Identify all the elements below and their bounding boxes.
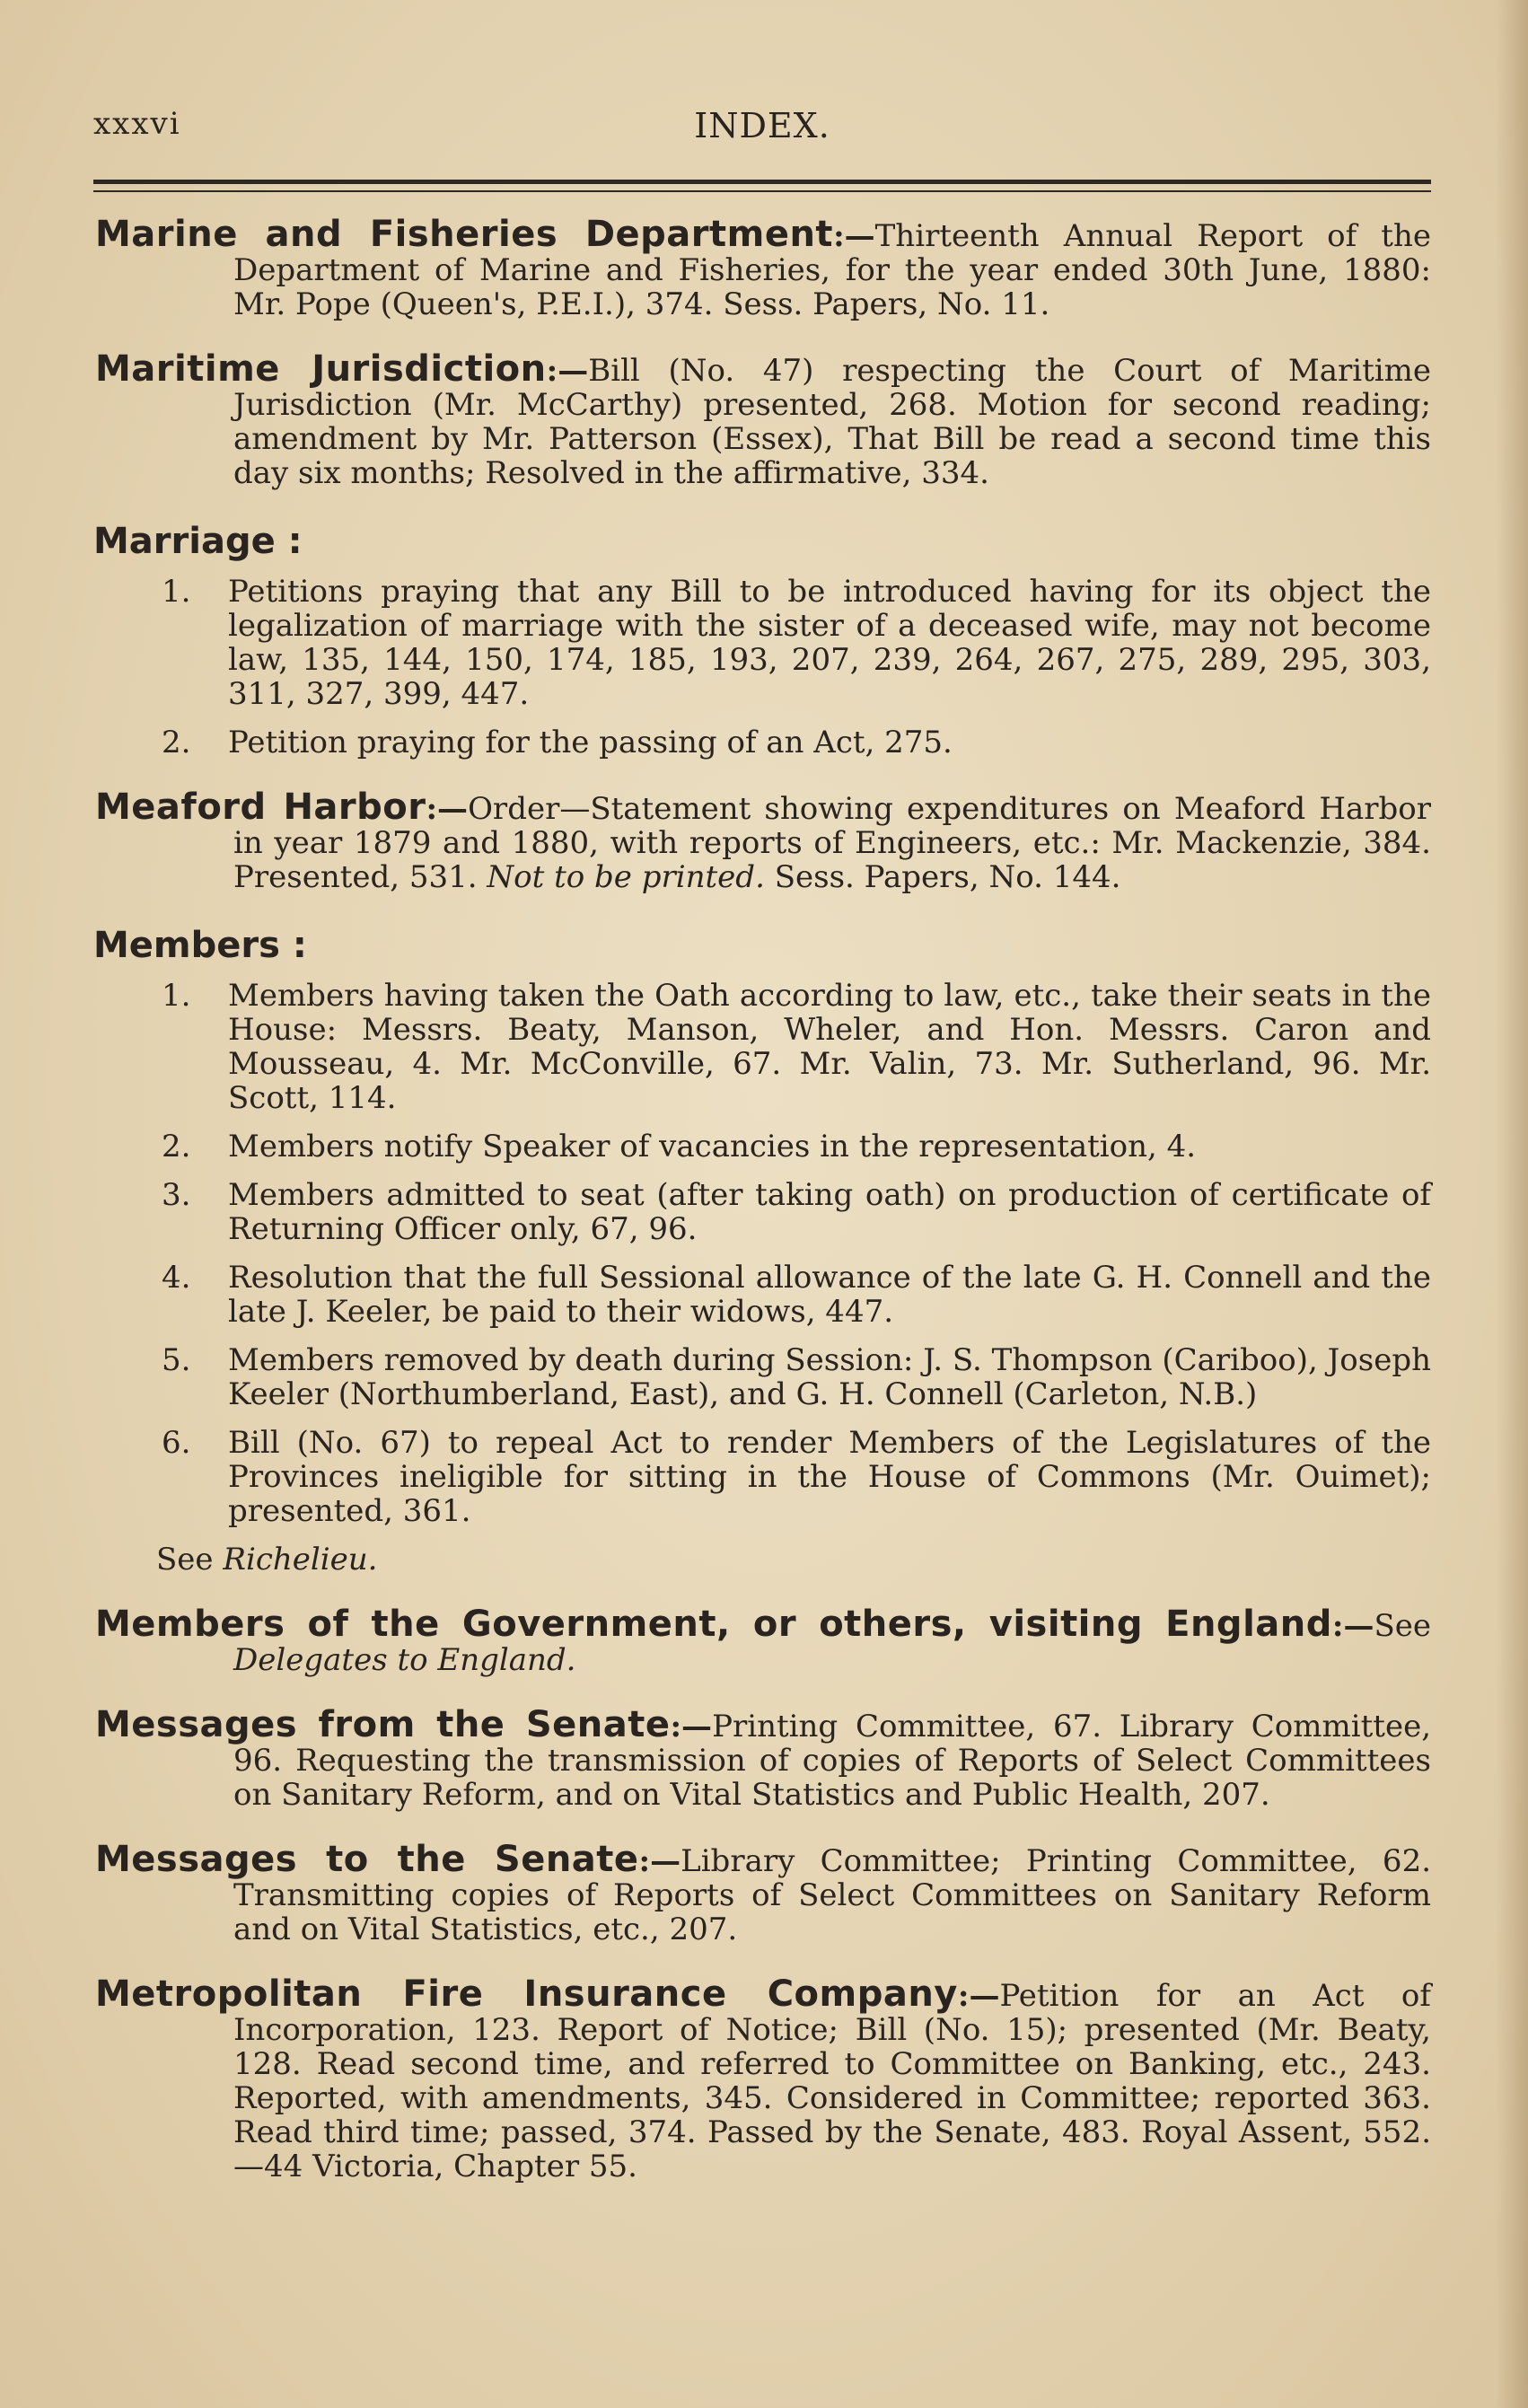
see-target: Richelieu. xyxy=(223,1542,378,1578)
entry-heading: Members of the Government, or others, visiting England xyxy=(95,1604,1332,1645)
index-entry-messages-from-senate xyxy=(93,1704,1431,1813)
subentry-text: Petition praying for the passing of an Act, 275. xyxy=(228,725,953,760)
entry-paragraph xyxy=(93,214,1431,322)
subentry-number: 1. xyxy=(162,978,191,1014)
entry-heading: Marine and Fisheries Department xyxy=(95,214,834,255)
entry-paragraph xyxy=(93,787,1431,895)
subentry-text: Members removed by death during Session: J. S. Thompson (Cariboo), Joseph Keeler (Northumberland, East), and G. H. Connell (Carleton, N.B.) xyxy=(228,1342,1431,1412)
entry-separator: :— xyxy=(957,1978,1000,2014)
entry-heading: Messages to the Senate xyxy=(95,1839,639,1880)
subentry-text: Members notify Speaker of vacancies in the representation, 4. xyxy=(228,1129,1197,1164)
entry-text: Printing Committee, 67. Library Committee, 96. Requesting the transmission of copies of Reports of Select Committees on Sanitary Reform, and on Vital Statistics and Public Health, 207. xyxy=(233,1709,1431,1813)
entry-paragraph xyxy=(93,1973,1431,2184)
page-title: INDEX. xyxy=(694,106,830,145)
entry-italic-reference: Delegates to England. xyxy=(233,1642,576,1678)
entry-separator: :— xyxy=(670,1709,713,1744)
subentry-number: 6. xyxy=(162,1425,191,1461)
header-rule-thin xyxy=(93,190,1431,192)
entry-text: Thirteenth Annual Report of the Department of Marine and Fisheries, for the year ended 30th June, 1880: Mr. Pope (Queen's, P.E.I.), 374. Sess. Papers, No. 11. xyxy=(233,218,1431,322)
subentry-text: Resolution that the full Sessional allowance of the late G. H. Connell and the late J. Keeler, be paid to their widows, 447. xyxy=(228,1260,1431,1330)
entry-heading: Messages from the Senate xyxy=(95,1704,671,1745)
index-entry-meaford-harbor xyxy=(93,787,1431,895)
see-label: See xyxy=(156,1542,214,1578)
subentry-number: 5. xyxy=(162,1342,191,1378)
page-edge-shadow xyxy=(1496,0,1528,2408)
subentry-number: 3. xyxy=(162,1177,191,1213)
entry-italic-note: Not to be printed. xyxy=(487,859,765,895)
subentry-number: 1. xyxy=(162,574,191,610)
running-head xyxy=(93,106,1431,160)
entry-text-tail: Sess. Papers, No. 144. xyxy=(774,859,1121,895)
subentry xyxy=(93,1261,1431,1329)
header-rule-thick xyxy=(93,180,1431,184)
entry-heading: Metropolitan Fire Insurance Company xyxy=(95,1973,958,2015)
subentry xyxy=(93,1178,1431,1246)
subentry xyxy=(93,979,1431,1115)
index-entry-marine-fisheries xyxy=(93,214,1431,322)
entry-paragraph xyxy=(93,1604,1431,1678)
subentry xyxy=(93,1343,1431,1411)
subentry-text: Petitions praying that any Bill to be introduced having for its object the legalization of marriage with the sister of a deceased wife, may not become law, 135, 144, 150, 174, 185, 193, 207, 239, 264, 267, 275, 289, 295, 303, 311, 327, 399, 447. xyxy=(228,574,1431,712)
index-entry-marriage xyxy=(93,521,1431,760)
entry-text: See xyxy=(1374,1608,1431,1644)
subentry xyxy=(93,725,1431,760)
entry-paragraph xyxy=(93,1704,1431,1813)
entry-separator: :— xyxy=(638,1843,681,1879)
index-content xyxy=(93,214,1432,2214)
entry-separator: :— xyxy=(426,791,469,827)
entry-text: Library Committee; Printing Committee, 62. Transmitting copies of Reports of Select Committees on Sanitary Reform and on Vital Statistics, etc., 207. xyxy=(233,1843,1432,1947)
subentry-number: 4. xyxy=(162,1260,191,1296)
subentry-text: Members admitted to seat (after taking oath) on production of certificate of Returning Officer only, 67, 96. xyxy=(228,1177,1431,1247)
entry-text: Order—Statement showing expenditures on Meaford Harbor in year 1879 and 1880, with reports of Engineers, etc.: Mr. Mackenzie, 384. Presented, 531. xyxy=(233,791,1431,895)
entry-paragraph xyxy=(93,1839,1432,1947)
entry-heading: Members : xyxy=(93,925,307,966)
entry-separator: :— xyxy=(1331,1608,1374,1644)
subentry xyxy=(93,1129,1431,1164)
entry-heading: Maritime Jurisdiction xyxy=(95,348,547,390)
entry-separator: :— xyxy=(833,218,875,254)
page-folio: xxxvi xyxy=(93,106,181,142)
entry-text: Petition for an Act of Incorporation, 123. Report of Notice; Bill (No. 15); presented (Mr. Beaty, 128. Read second time, and referred to Committee on Banking, etc., 243. Reported, with amendments, 345. Considered in Committee; reported 363. Read third time; passed, 374. Passed by the Senate, 483. Royal Assent, 552.—44 Victoria, Chapter 55. xyxy=(233,1978,1431,2184)
subentry xyxy=(93,1426,1431,1528)
index-entry-metropolitan-fire xyxy=(93,1973,1431,2184)
index-entry-maritime-jurisdiction xyxy=(93,348,1431,491)
index-entry-members xyxy=(93,925,1431,1577)
index-entry-messages-to-senate xyxy=(93,1839,1432,1947)
subentry-number: 2. xyxy=(162,1129,191,1164)
subentry-text: Bill (No. 67) to repeal Act to render Members of the Legislatures of the Provinces ineligible for sitting in the House of Commons (Mr. Ouimet); presented, 361. xyxy=(228,1425,1431,1529)
entry-paragraph xyxy=(93,348,1431,491)
entry-text: Bill (No. 47) respecting the Court of Maritime Jurisdiction (Mr. McCarthy) presented, 268. Motion for second reading; amendment by Mr. Patterson (Essex), That Bill be read a second time this day six months; Resolved in the affirmative, 334. xyxy=(233,353,1431,491)
subentry-text: Members having taken the Oath according to law, etc., take their seats in the House: Messrs. Beaty, Manson, Wheler, and Hon. Messrs. Caron and Mousseau, 4. Mr. McConville, 67. Mr. Valin, 73. Mr. Sutherland, 96. Mr. Scott, 114. xyxy=(228,978,1431,1116)
subentry xyxy=(93,575,1431,711)
entry-heading: Marriage : xyxy=(93,521,303,562)
subentry-number: 2. xyxy=(162,725,191,760)
see-also-reference xyxy=(93,1542,1431,1577)
entry-separator: :— xyxy=(546,353,589,389)
index-entry-members-government xyxy=(93,1604,1431,1678)
entry-heading: Meaford Harbor xyxy=(95,787,426,828)
